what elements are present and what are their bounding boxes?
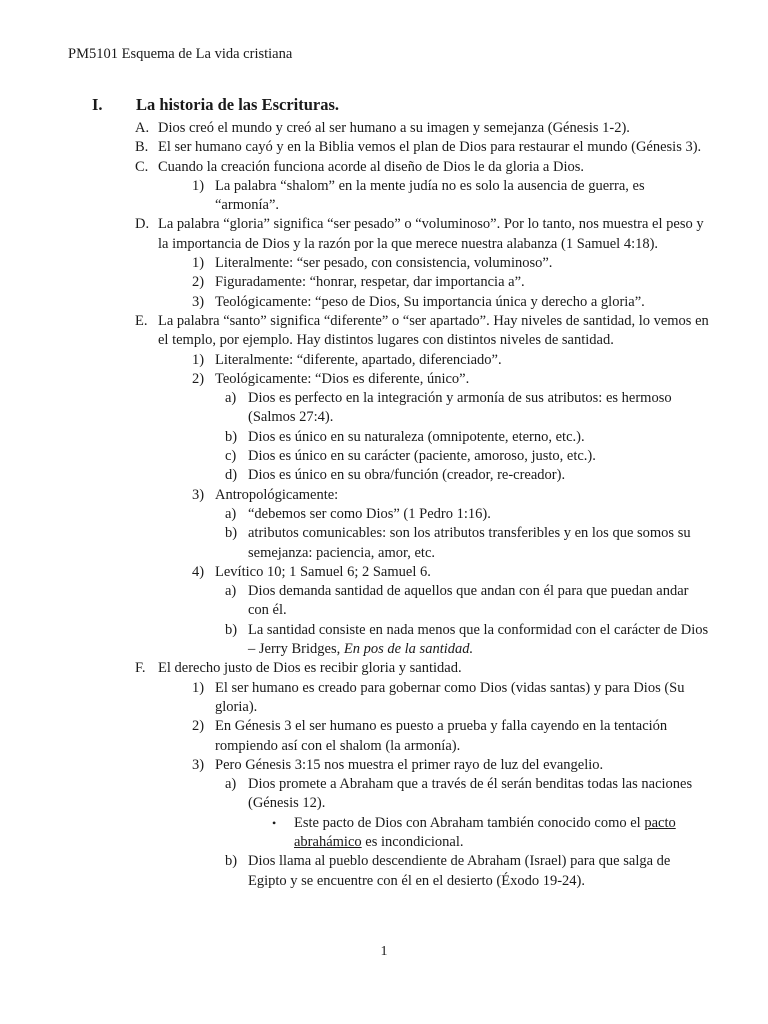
item-text: Dios promete a Abraham que a través de él serán benditas todas las naciones (Génesis 12). (248, 776, 693, 812)
item-text: Dios creó el mundo y creó al ser humano a su imagen y semejanza (Génesis 1-2). (158, 120, 630, 136)
outline-item-F3a (92, 775, 712, 814)
item-text: El ser humano cayó y en la Biblia vemos el plan de Dios para restaurar el mundo (Génesis 3). (158, 139, 702, 156)
item-marker: 1) (192, 177, 205, 194)
outline-item-E2a (92, 389, 712, 428)
outline-item-F (92, 659, 712, 678)
outline-item-F3 (92, 756, 712, 775)
outline-item-F3b (92, 852, 712, 891)
outline-item-D2 (92, 273, 712, 292)
item-marker: D. (135, 216, 150, 233)
item-marker: c) (225, 448, 237, 465)
item-text: Dios es perfecto en la integración y armonía de sus atributos: es hermoso (Salmos 27:4). (248, 390, 672, 426)
outline-item-E3a (92, 505, 712, 524)
item-marker: 1) (192, 351, 205, 368)
item-text: atributos comunicables: son los atributos transferibles y en los que somos su semejanza: paciencia, amor, etc. (248, 525, 691, 561)
item-marker: 3) (192, 756, 205, 773)
outline-item-E4a (92, 582, 712, 621)
item-marker: E. (135, 312, 148, 329)
page-number: 1 (380, 944, 388, 959)
item-marker: 1) (192, 255, 205, 272)
outline-item-A (92, 119, 712, 138)
item-marker: b) (225, 853, 238, 870)
item-text: Dios llama al pueblo descendiente de Abraham (Israel) para que salga de Egipto y se encuentre con él en el desierto (Éxodo 19-24). (248, 853, 671, 889)
outline-item-F3a-bullet (92, 814, 712, 853)
item-marker: B. (135, 139, 149, 156)
item-marker: b) (225, 621, 238, 638)
item-text: Este pacto de Dios con Abraham también conocido como el (294, 814, 645, 831)
outline-section (92, 95, 712, 891)
item-marker: a) (225, 583, 237, 600)
bullet-icon: • (272, 815, 277, 830)
item-marker: 2) (192, 370, 205, 387)
item-text: Teológicamente: “Dios es diferente, único”. (215, 370, 470, 387)
outline-item-E4 (92, 563, 712, 582)
outline-item-E2c (92, 447, 712, 466)
item-marker: a) (225, 776, 237, 793)
outline-item-E (92, 312, 712, 351)
outline-item-E2d (92, 466, 712, 485)
document-header: PM5101 Esquema de La vida cristiana (68, 46, 293, 62)
section-title: La historia de las Escrituras. (136, 95, 340, 114)
outline-item-C1 (92, 177, 712, 216)
outline-item-E2b (92, 428, 712, 447)
section-heading (92, 95, 712, 119)
outline-item-C (92, 158, 712, 177)
item-text: Dios es único en su obra/función (creador, re-creador). (248, 467, 566, 484)
item-marker: b) (225, 428, 238, 445)
underlined-term: pacto abrahámico (294, 814, 676, 850)
item-text: El ser humano es creado para gobernar como Dios (vidas santas) y para Dios (Su gloria). (215, 679, 685, 715)
item-text: Literalmente: “ser pesado, con consistencia, voluminoso”. (215, 255, 553, 272)
section-number: I. (92, 95, 103, 114)
item-text: “debemos ser como Dios” (1 Pedro 1:16). (248, 505, 491, 522)
item-text: La palabra “gloria” significa “ser pesado” o “voluminoso”. Por lo tanto, nos muestra el peso y la importancia de Dios y la razón por la que merece nuestra alabanza (1 Samuel 4:18). (158, 216, 704, 252)
item-text: Cuando la creación funciona acorde al diseño de Dios le da gloria a Dios. (158, 158, 584, 175)
item-text: Antropológicamente: (215, 486, 339, 503)
outline-item-E2 (92, 370, 712, 389)
outline-item-E4b (92, 621, 712, 660)
item-marker: 3) (192, 486, 205, 503)
item-marker: 4) (192, 563, 205, 580)
item-text: Pero Génesis 3:15 nos muestra el primer rayo de luz del evangelio. (215, 756, 604, 773)
item-text: La palabra “santo” significa “diferente” o “ser apartado”. Hay niveles de santidad, lo vemos en el templo, por ejemplo. Hay distintos lugares con distintos niveles de santidad. (158, 312, 709, 349)
outline-item-F2 (92, 717, 712, 756)
item-marker: 2) (192, 274, 205, 291)
item-text: Dios es único en su naturaleza (omnipotente, eterno, etc.). (248, 428, 585, 445)
item-marker: b) (225, 525, 238, 542)
item-marker: F. (135, 660, 146, 677)
item-text: La palabra “shalom” en la mente judía no es solo la ausencia de guerra, es “armonía”. (215, 177, 645, 214)
item-text: En Génesis 3 el ser humano es puesto a prueba y falla cayendo en la tentación rompiendo así con el shalom (la armonía). (215, 718, 668, 754)
item-marker: A. (135, 120, 150, 136)
item-text: Dios es único en su carácter (paciente, amoroso, justo, etc.). (248, 448, 596, 465)
item-text: Figuradamente: “honrar, respetar, dar importancia a”. (215, 274, 525, 291)
item-text: La santidad consiste en nada menos que la conformidad con el carácter de Dios – Jerry Bridges, (248, 621, 709, 658)
item-marker: d) (225, 467, 238, 484)
item-text-end: es incondicional. (361, 833, 464, 850)
book-title: En pos de la santidad. (343, 641, 474, 658)
item-text: El derecho justo de Dios es recibir gloria y santidad. (158, 660, 462, 677)
outline-item-E1 (92, 351, 712, 370)
item-marker: 2) (192, 718, 205, 735)
item-marker: C. (135, 158, 149, 175)
item-text: Dios demanda santidad de aquellos que andan con él para que puedan andar con él. (248, 583, 689, 619)
item-marker: a) (225, 505, 237, 522)
item-marker: 1) (192, 679, 205, 696)
outline-item-E3 (92, 486, 712, 505)
outline-item-D (92, 215, 712, 254)
outline-item-D3 (92, 293, 712, 312)
item-marker: 3) (192, 293, 205, 310)
outline-item-B (92, 138, 712, 157)
outline-item-E3b (92, 524, 712, 563)
item-marker: a) (225, 390, 237, 407)
outline-item-F1 (92, 679, 712, 718)
item-text: Levítico 10; 1 Samuel 6; 2 Samuel 6. (215, 563, 431, 580)
item-text: Teológicamente: “peso de Dios, Su importancia única y derecho a gloria”. (215, 293, 645, 310)
outline-item-D1 (92, 254, 712, 273)
item-text: Literalmente: “diferente, apartado, diferenciado”. (215, 351, 502, 368)
